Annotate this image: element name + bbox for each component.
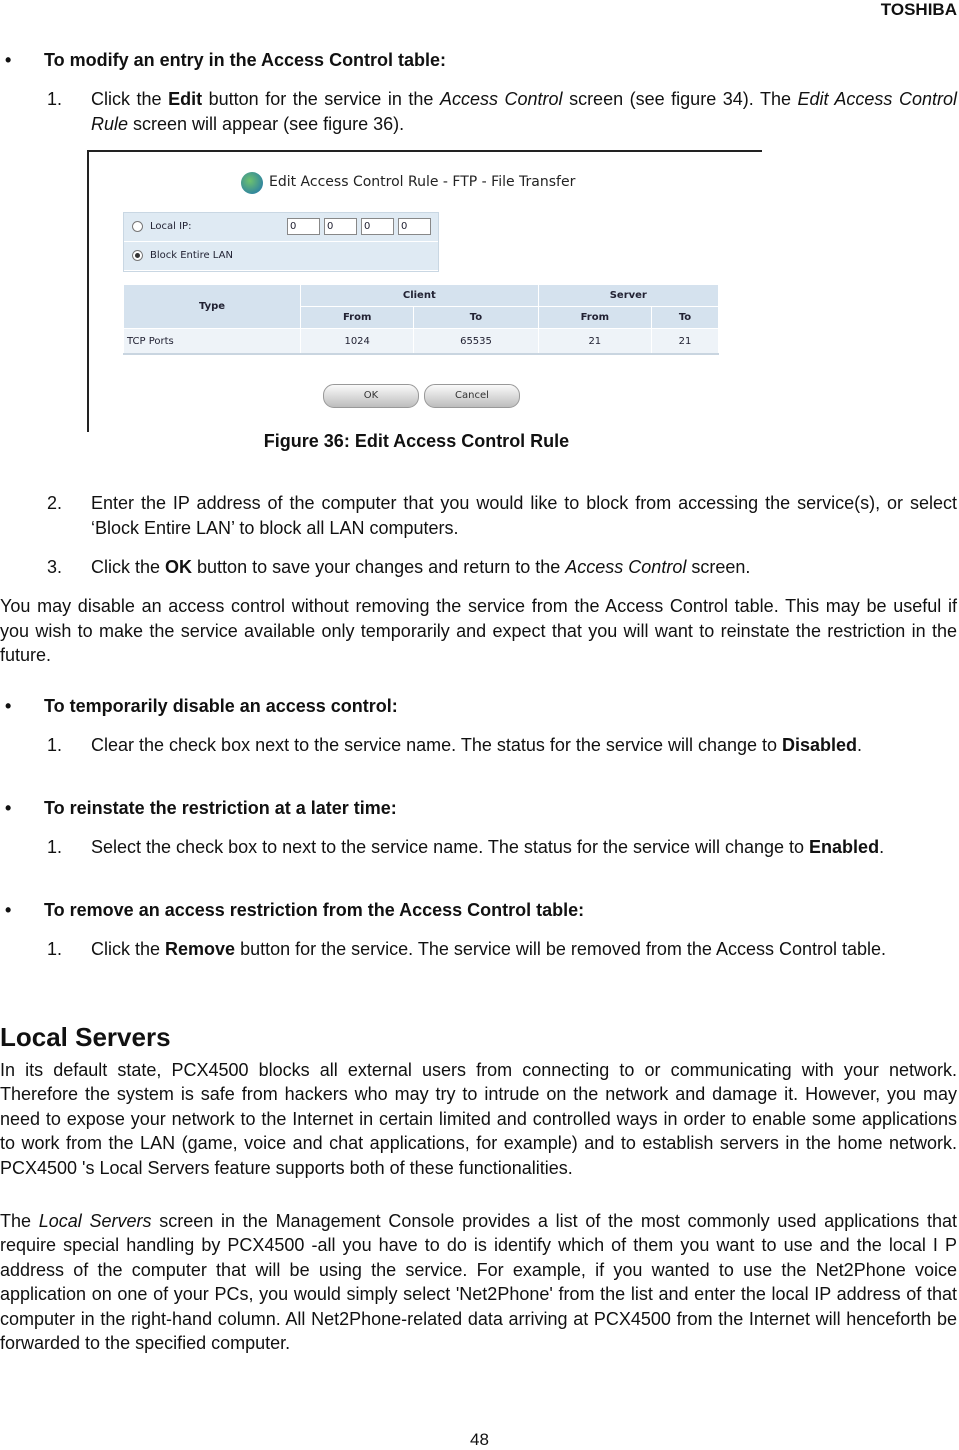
ip-octet-4[interactable]: 0	[398, 218, 431, 235]
local-ip-label: Local IP:	[150, 221, 192, 232]
paragraph: You may disable an access control without removing the service from the Access Control table. This may be useful if you wish to make the service available only temporarily and expect that you will want to reinstate the restriction in the future.	[0, 596, 957, 665]
step-number: 1.	[47, 837, 63, 857]
page-number: 48	[470, 1430, 489, 1449]
block-entire-lan-label: Block Entire LAN	[150, 250, 233, 261]
cancel-button[interactable]: Cancel	[424, 384, 520, 408]
step-text: Enter the IP address of the computer that you would like to block from accessing the service(s), or select ‘Block Entire LAN’ to block all LAN computers.	[91, 493, 957, 538]
step-text: Click the Remove button for the service. The service will be removed from the Access Control table.	[91, 939, 887, 959]
client-from-header: From	[301, 307, 414, 329]
section-title: Local Servers	[0, 1022, 171, 1052]
step-number: 1.	[47, 89, 63, 109]
client-to-header: To	[414, 307, 538, 329]
ip-octet-3[interactable]: 0	[361, 218, 394, 235]
globe-lock-icon	[241, 172, 263, 194]
ip-panel	[123, 212, 439, 272]
local-ip-radio[interactable]	[132, 221, 143, 232]
server-from-header: From	[538, 307, 651, 329]
bullet: •	[5, 798, 12, 818]
figure-caption: Figure 36: Edit Access Control Rule	[263, 431, 570, 451]
client-header: Client	[301, 285, 539, 307]
ports-table	[123, 284, 719, 355]
block-entire-lan-radio[interactable]	[132, 250, 143, 261]
section-heading: To reinstate the restriction at a later time:	[44, 798, 397, 818]
brand-header: TOSHIBA	[880, 0, 957, 19]
type-header: Type	[124, 285, 301, 329]
ok-button[interactable]: OK	[323, 384, 419, 408]
panel-title: Edit Access Control Rule - FTP - File Transfer	[269, 174, 576, 190]
paragraph: The Local Servers screen in the Management Console provides a list of the most commonly used applications that require special handling by PCX4500 -all you have to do is identify which of them you want to use and the local I P address of the computer that will be using the service. For example, if you wanted to use the Net2Phone voice application on one of your PCs, you would simply select 'Net2Phone' from the list and enter the local IP address of that computer in the right-hand column. All Net2Phone-related data arriving at PCX4500 from the Internet will henceforth be forwarded to the specified computer.	[0, 1211, 957, 1354]
bullet: •	[5, 50, 12, 70]
ip-octet-1[interactable]: 0	[287, 218, 320, 235]
step-number: 1.	[47, 939, 63, 959]
step-text: Click the OK button to save your changes and return to the Access Control screen.	[91, 557, 751, 577]
server-to-header: To	[652, 307, 719, 329]
step-number: 3.	[47, 557, 63, 577]
bullet: •	[5, 696, 12, 716]
ip-octet-2[interactable]: 0	[324, 218, 357, 235]
step-text: Click the Edit button for the service in the Access Control screen (see figure 34). The Edit Access Control Rule screen will appear (see figure 36).	[91, 89, 957, 134]
step-text: Select the check box to next to the service name. The status for the service will change to Enabled.	[91, 837, 885, 857]
section-heading: To modify an entry in the Access Control table:	[44, 50, 447, 70]
server-header: Server	[538, 285, 718, 307]
section-heading: To temporarily disable an access control:	[44, 696, 398, 716]
table-row: TCP Ports 1024 65535 21 21	[124, 329, 719, 355]
step-number: 1.	[47, 735, 63, 755]
section-heading: To remove an access restriction from the Access Control table:	[44, 900, 585, 920]
figure-screenshot	[87, 150, 762, 432]
step-text: Clear the check box next to the service name. The status for the service will change to Disabled.	[91, 735, 863, 755]
step-number: 2.	[47, 493, 63, 513]
bullet: •	[5, 900, 12, 920]
paragraph: In its default state, PCX4500 blocks all external users from connecting to or communicating with your network. Therefore the system is safe from hackers who may try to intrude on the network and damage it. However, you may need to expose your network to the Internet in certain limited and controlled ways in order to enable some applications to work from the LAN (game, voice and chat applications, for example) and to establish servers in the home network. PCX4500 's Local Servers feature supports both of these functionalities.	[0, 1060, 957, 1178]
